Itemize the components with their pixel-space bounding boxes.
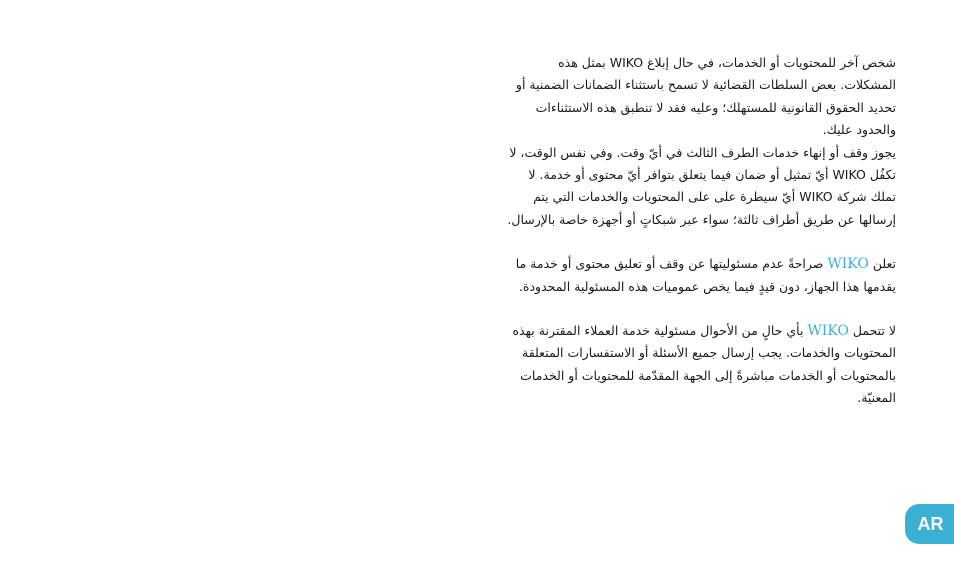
paragraph-4-text: بأي حالٍ من الأحوال مسئولية خدمة العملاء المقترنة بهذه المحتويات والخدمات. يجب إرسال جميع الأسئلة أو الاستفسارات المتعلقة بالمحتويات أو الخدمات مباشرةً إلى الجهة المقدّمة للمحتويات أو الخدمات المعنيّة. [512, 323, 896, 406]
paragraph-3-prefix: تعلن [872, 256, 896, 272]
document-body [506, 52, 896, 410]
paragraph-3-text: صراحةً عدم مسئوليتها عن وقف أو تعليق محتوى أو خدمة ما يقدمها هذا الجهاز، دون قيدٍ فيما يخص عموميات هذه المسئولية المحدودة. [515, 256, 896, 294]
brand-name: WIKO [827, 256, 869, 273]
paragraph-2: يجوز وقف أو إنهاء خدمات الطرف الثالث في أيّ وقت. وفي نفس الوقت، لا تكفُل WIKO أيّ تمثيل أو ضمان فيما يتعلق بتوافر أيّ محتوى أو خدمة. لا تملك شركة WIKO أيّ سيطرة على على المحتويات والخدمات التي يتم إرسالها عن طريق أطراف ثالثة؛ سواء عبر شبكاتٍ أو أجهزة خاصة بالإرسال. [507, 144, 896, 227]
paragraph-4-prefix: لا تتحمل [852, 323, 896, 339]
language-badge[interactable]: AR [905, 504, 954, 544]
paragraph-4 [506, 320, 896, 410]
paragraph-1: شخص آخر للمحتويات أو الخدمات، في حال إبلاغ WIKO بمثل هذه المشكلات. بعض السلطات القضائية لا تسمح باستثناء الضمانات الضمنية أو تحديد الحقوق القانونية للمستهلك؛ وعليه فقد لا تنطبق هذه الاستثناءات والحدود عليك. [515, 55, 896, 138]
brand-name: WIKO [807, 323, 849, 340]
paragraph-3 [506, 253, 896, 298]
